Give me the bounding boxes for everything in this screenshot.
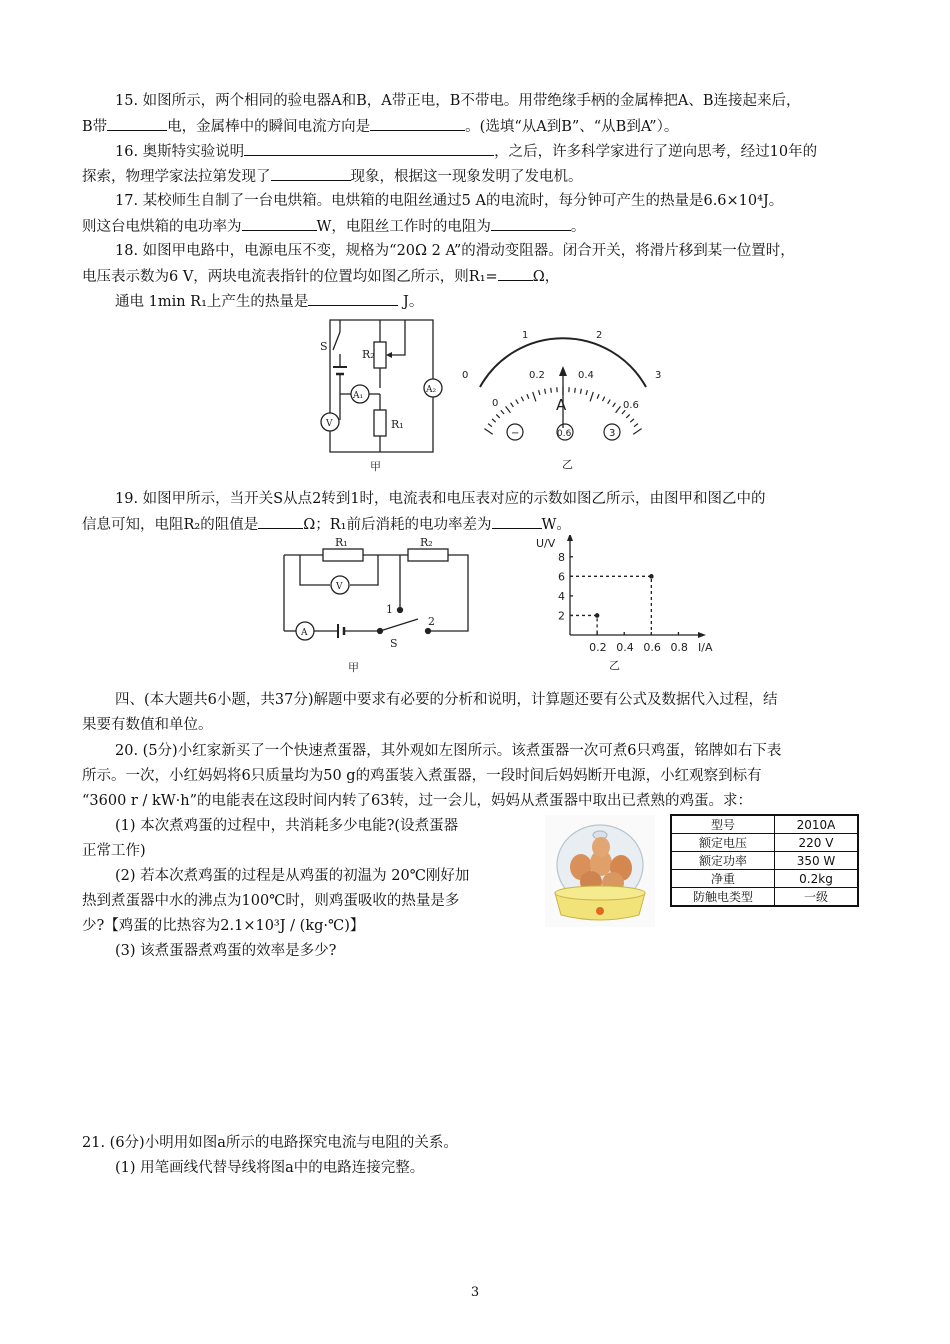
data-point bbox=[595, 613, 600, 618]
spec-row bbox=[671, 870, 858, 888]
q19-contact-1: 1 bbox=[386, 603, 393, 616]
y-tick-label: 6 bbox=[558, 570, 565, 584]
q18-a1-label: A₁ bbox=[353, 391, 364, 401]
dial-tick bbox=[521, 397, 523, 401]
dial-tick bbox=[501, 410, 504, 414]
q20-line2: 所示。一次，小红妈妈将6只质量均为50 g的鸡蛋装入煮蛋器，一段时间后妈妈断开电源，小红观察到标有 bbox=[82, 768, 762, 784]
spec-row bbox=[671, 815, 858, 834]
q20-part1-line2: 正常工作) bbox=[82, 843, 146, 859]
dial-tick bbox=[484, 429, 492, 435]
q18-r1-label: R₁ bbox=[391, 418, 404, 431]
q19-line2: 信息可知，电阻R₂的阻值是 Ω；R₁前后消耗的电功率差为 W。 bbox=[82, 514, 571, 535]
q18-r2-label: R₂ bbox=[362, 348, 375, 361]
dial-tick bbox=[634, 424, 638, 427]
dial-tick bbox=[597, 394, 599, 399]
dial-tick bbox=[488, 424, 492, 427]
q19-r2-label: R₂ bbox=[420, 536, 433, 549]
dial-tick bbox=[633, 429, 641, 435]
q17-line1: 17. 某校师生自制了一台电烘箱。电烘箱的电阻丝通过5 A的电流时，每分钟可产生的热量是6.6×10⁴J。 bbox=[115, 193, 784, 209]
q21-line2: (1) 用笔画线代替导线将图a中的电路连接完整。 bbox=[115, 1160, 425, 1176]
q19-blank1[interactable] bbox=[258, 514, 303, 529]
dial-top-1: 1 bbox=[522, 330, 529, 341]
q15-blank1[interactable] bbox=[107, 116, 167, 131]
terminal-3-label: 3 bbox=[609, 428, 616, 439]
q19-caption-left: 甲 bbox=[348, 661, 359, 674]
x-tick-label: 0.8 bbox=[670, 641, 688, 654]
q16-blank2[interactable] bbox=[271, 166, 351, 181]
dial-tick bbox=[590, 392, 593, 401]
terminal-0-6-label: 0.6 bbox=[557, 429, 572, 439]
x-axis-arrow bbox=[698, 632, 706, 638]
q18-v-label: V bbox=[326, 419, 333, 429]
spec-value: 0.2kg bbox=[775, 870, 859, 888]
q17-line2: 则这台电烘箱的电功率为 W，电阻丝工作时的电阻为 。 bbox=[82, 216, 585, 237]
q18-switch-label: S bbox=[320, 340, 328, 353]
dial-tick bbox=[580, 389, 581, 394]
dial-tick bbox=[551, 388, 552, 393]
dial-top-2: 2 bbox=[596, 330, 603, 341]
q19-ui-graph bbox=[520, 535, 720, 675]
q19-switch-label: S bbox=[390, 637, 398, 650]
q18-blank2[interactable] bbox=[308, 291, 398, 306]
x-tick-label: 0.4 bbox=[616, 641, 634, 654]
y-axis-arrow bbox=[567, 535, 573, 541]
q18-caption-right: 乙 bbox=[562, 458, 573, 471]
spec-label: 额定功率 bbox=[671, 852, 775, 870]
dial-tick bbox=[630, 419, 634, 422]
spec-label: 防触电类型 bbox=[671, 888, 775, 907]
terminal-minus-label: − bbox=[511, 428, 520, 439]
resistor-r1 bbox=[374, 410, 386, 436]
y-axis-label: U/V bbox=[536, 537, 556, 550]
dial-tick bbox=[506, 406, 511, 412]
q18-line3: 通电 1min R₁上产生的热量是 J。 bbox=[115, 291, 423, 312]
spec-label: 型号 bbox=[671, 815, 775, 834]
section4-line1: 四、(本大题共6小题，共37分)解题中要求有必要的分析和说明，计算题还要有公式及数据代入过程，结 bbox=[115, 692, 778, 708]
q15-line1: 15. 如图所示，两个相同的验电器A和B，A带正电，B不带电。用带绝缘手柄的金属棒把A、B连接起来后， bbox=[115, 93, 801, 109]
q18-circuit-diagram bbox=[305, 312, 445, 477]
guide-line bbox=[570, 576, 651, 635]
q15-line2: B带 电，金属棒中的瞬间电流方向是 。(选填“从A到B”、“从B到A”）。 bbox=[82, 116, 678, 137]
dial-tick bbox=[527, 394, 529, 399]
dial-tick bbox=[575, 388, 576, 393]
q19-caption-right: 乙 bbox=[609, 659, 620, 672]
q18-ammeter-dial bbox=[458, 322, 668, 472]
y-tick-label: 2 bbox=[558, 609, 565, 623]
switch-lever bbox=[333, 332, 340, 350]
dial-tick bbox=[608, 400, 610, 404]
dial-tick bbox=[626, 414, 630, 418]
q19-resistor-r1 bbox=[323, 549, 363, 561]
q19-contact-2: 2 bbox=[428, 615, 435, 628]
spec-row bbox=[671, 888, 858, 907]
x-axis-label: I/A bbox=[698, 641, 713, 654]
dial-tick bbox=[511, 403, 514, 407]
dial-tick bbox=[613, 403, 616, 407]
dial-tick bbox=[586, 390, 587, 395]
dial-tick bbox=[496, 414, 500, 418]
q18-line1: 18. 如图甲电路中，电源电压不变，规格为“20Ω 2 A”的滑动变阻器。闭合开关，将滑片移到某一位置时， bbox=[115, 243, 795, 259]
egg-cooker-image bbox=[545, 815, 655, 927]
dial-bottom-3: 0.6 bbox=[623, 400, 639, 411]
q20-part2-line1: (2) 若本次煮鸡蛋的过程是从鸡蛋的初温为 20℃刚好加 bbox=[115, 868, 470, 884]
dial-top-0: 0 bbox=[462, 370, 469, 381]
dial-bottom-2: 0.4 bbox=[578, 370, 594, 381]
page-number: 3 bbox=[470, 1285, 480, 1300]
y-tick-label: 4 bbox=[558, 589, 565, 603]
q19-switch-lever bbox=[380, 619, 418, 631]
x-tick-label: 0.2 bbox=[589, 641, 607, 654]
q19-r1-label: R₁ bbox=[335, 536, 348, 549]
q21-line1: 21. (6分)小明用如图a所示的电路探究电流与电阻的关系。 bbox=[82, 1135, 458, 1151]
r2-rheostat bbox=[374, 342, 386, 368]
data-point bbox=[649, 574, 654, 579]
q19-blank2[interactable] bbox=[492, 514, 542, 529]
q16-line1: 16. 奥斯特实验说明 ，之后，许多科学家进行了逆向思考，经过10年的 bbox=[115, 141, 817, 162]
spec-table bbox=[670, 814, 859, 907]
spec-value: 2010A bbox=[775, 815, 859, 834]
dial-tick bbox=[492, 419, 496, 422]
guide-line bbox=[570, 615, 597, 635]
q19-v-label: V bbox=[336, 582, 343, 592]
dial-tick bbox=[616, 406, 621, 412]
q20-line1: 20. (5分)小红家新买了一个快速煮蛋器，其外观如左图所示。该煮蛋器一次可煮6只鸡蛋，铭牌如右下表 bbox=[115, 743, 782, 759]
y-tick-label: 8 bbox=[558, 550, 565, 564]
q16-blank1[interactable] bbox=[244, 141, 494, 156]
spec-value: 350 W bbox=[775, 852, 859, 870]
spec-row bbox=[671, 834, 858, 852]
q17-blank1[interactable] bbox=[242, 216, 317, 231]
spec-value: 220 V bbox=[775, 834, 859, 852]
x-tick-label: 0.6 bbox=[643, 641, 661, 654]
q19-circuit-diagram bbox=[278, 535, 478, 675]
q20-part2-line2: 热到煮蛋器中水的沸点为100℃时，则鸡蛋吸收的热量是多 bbox=[82, 893, 460, 909]
q16-line2: 探索，物理学家法拉第发现了 现象，根据这一现象发明了发电机。 bbox=[82, 166, 583, 187]
dial-top-3: 3 bbox=[655, 370, 662, 381]
dial-unit: A bbox=[556, 396, 567, 414]
q19-resistor-r2 bbox=[408, 549, 448, 561]
section4-line2: 果要有数值和单位。 bbox=[82, 717, 213, 733]
q18-line2: 电压表示数为6 V，两块电流表指针的位置均如图乙所示，则R₁= Ω， bbox=[82, 266, 559, 287]
q15-blank2[interactable] bbox=[370, 116, 465, 131]
q18-caption-left: 甲 bbox=[370, 460, 381, 473]
dial-bottom-1: 0.2 bbox=[529, 370, 545, 381]
dial-tick bbox=[516, 400, 518, 404]
q19-a-label: A bbox=[301, 628, 308, 638]
spec-row bbox=[671, 852, 858, 870]
q20-part2-line3: 少?【鸡蛋的比热容为2.1×10³J / (kg·℃)】 bbox=[82, 918, 365, 934]
q20-line3: “3600 r / kW·h”的电能表在这段时间内转了63转，过一会儿，妈妈从煮蛋器中取出已煮熟的鸡蛋。求： bbox=[82, 793, 752, 809]
spec-value: 一级 bbox=[775, 888, 859, 907]
q17-blank2[interactable] bbox=[491, 216, 571, 231]
q19-line1: 19. 如图甲所示，当开关S从点2转到1时，电流表和电压表对应的示数如图乙所示，由图甲和图乙中的 bbox=[115, 491, 766, 507]
spec-label: 净重 bbox=[671, 870, 775, 888]
dial-tick bbox=[545, 389, 546, 394]
spec-table-wrapper bbox=[670, 814, 859, 907]
q18-a2-label: A₂ bbox=[426, 385, 437, 395]
dial-tick bbox=[533, 392, 536, 401]
dial-tick bbox=[603, 397, 605, 401]
spec-label: 额定电压 bbox=[671, 834, 775, 852]
q20-part1-line1: (1) 本次煮鸡蛋的过程中，共消耗多少电能?(设煮蛋器 bbox=[115, 818, 459, 834]
dial-bottom-0: 0 bbox=[492, 398, 499, 409]
q20-part3: (3) 该煮蛋器煮鸡蛋的效率是多少? bbox=[115, 943, 337, 959]
dial-tick bbox=[539, 390, 540, 395]
q18-blank1[interactable] bbox=[498, 266, 533, 281]
